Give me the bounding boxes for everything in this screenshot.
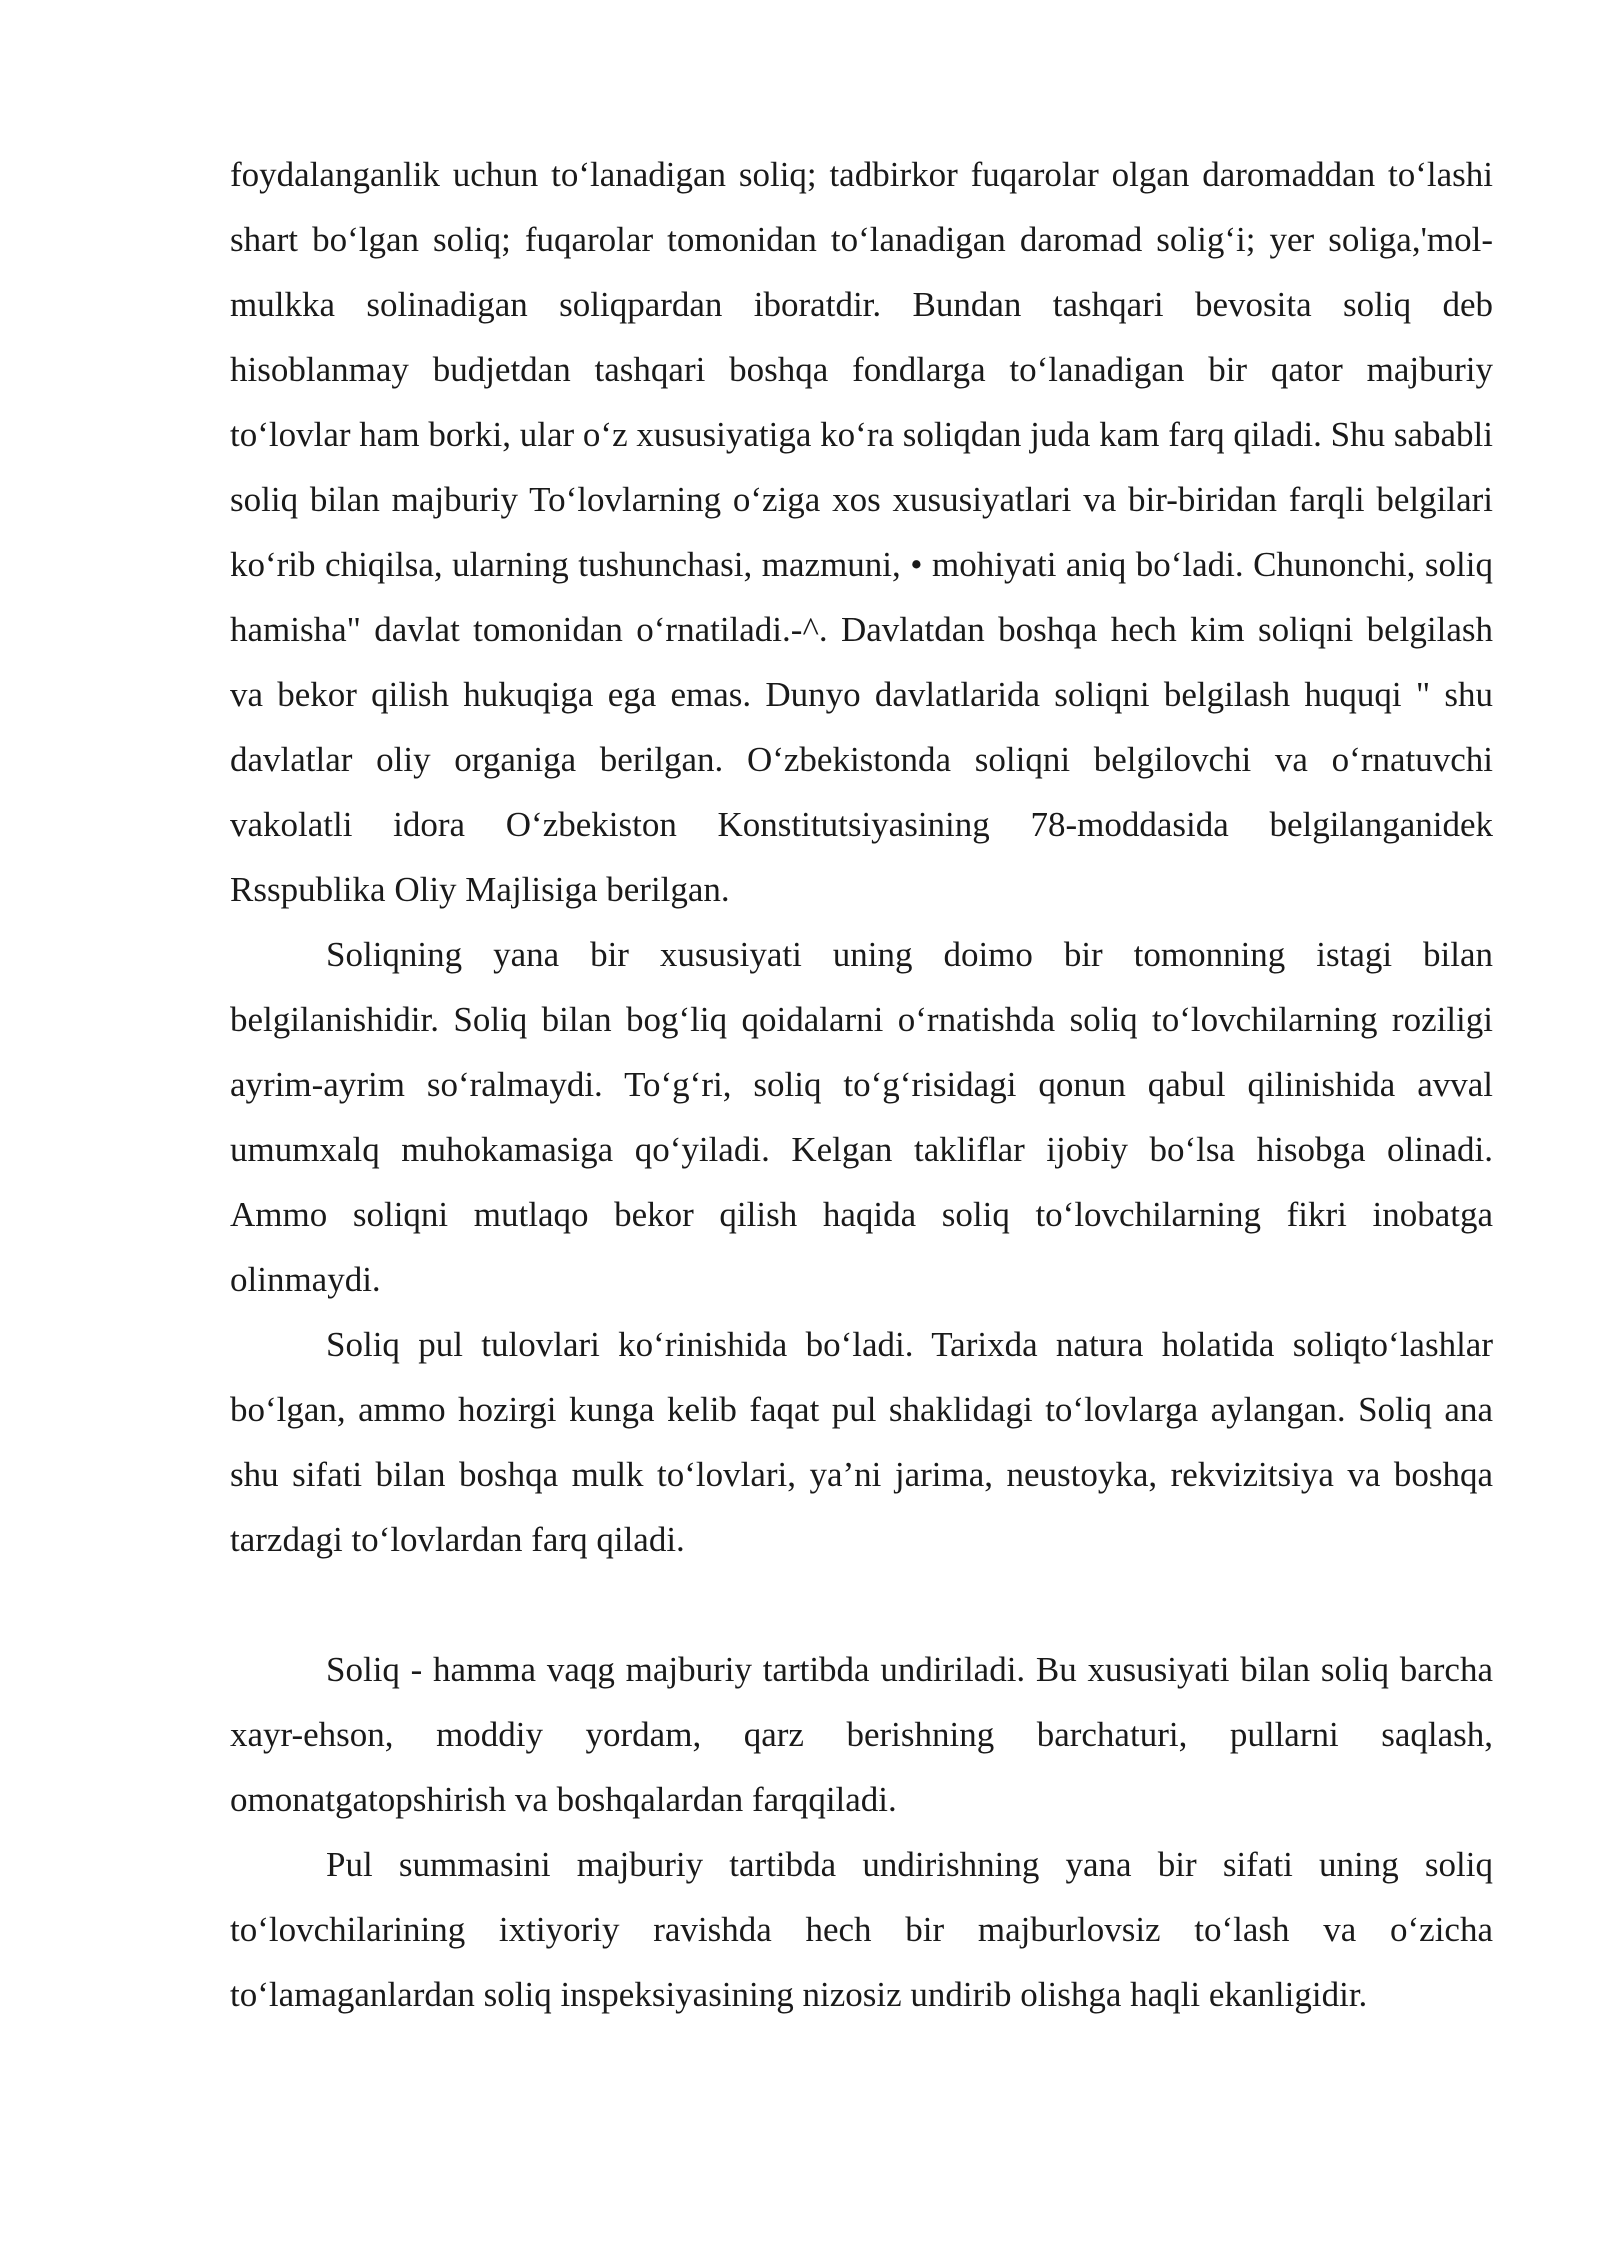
paragraph-1: foydalanganlik uchun to‘lanadigan soliq; tadbirkor fuqarolar olgan daromaddan to‘lashi shart bo‘lgan soliq; fuqarolar tomonidan to‘lanadigan daromad solig‘i; yer soliga,'mol-mulkka solinadigan soliqpardan iboratdir. Bundan tashqari bevosita soliq deb hisoblanmay budjetdan tashqari boshqa fondlarga to‘lanadigan bir qator majburiy to‘lovlar ham borki, ular o‘z xususiyatiga ko‘ra soliqdan juda kam farq qiladi. Shu sababli soliq bilan majburiy To‘lovlarning o‘ziga xos xususiyatlari va bir-biridan farqli belgilari ko‘rib chiqilsa, ularning tushunchasi, mazmuni, • mohiyati aniq bo‘ladi. Chunonchi, soliq hamisha" davlat tomonidan o‘rnatiladi.-^. Davlatdan boshqa hech kim soliqni belgilash va bekor qilish hukuqiga ega emas. Dunyo davlatlarida soliqni belgilash huquqi " shu davlatlar oliy organiga berilgan. O‘zbekistonda soliqni belgilovchi va o‘rnatuvchi vakolatli idora O‘zbekiston Konstitutsiyasining 78-moddasida belgilanganidek Rsspublika Oliy Majlisiga berilgan. — [230, 155, 1493, 909]
paragraph-3: Soliq pul tulovlari ko‘rinishida bo‘ladi. Tarixda natura holatida soliqto‘lashlar bo‘lgan, ammo hozirgi kunga kelib faqat pul shaklidagi to‘lovlarga aylangan. Soliq ana shu sifati bilan boshqa mulk to‘lovlari, ya’ni jarima, neustoyka, rekvizitsiya va boshqa tarzdagi to‘lovlardan farq qiladi. — [230, 1325, 1493, 1559]
paragraph-4: Soliq - hamma vaqg majburiy tartibda undiriladi. Bu xususiyati bilan soliq barcha xayr-ehson, moddiy yordam, qarz berishning barchaturi, pullarni saqlash, omonatgatopshirish va boshqalardan farqqiladi. — [230, 1650, 1493, 1819]
paragraph-5: Pul summasini majburiy tartibda undirishning yana bir sifati uning soliq to‘lovchilarining ixtiyoriy ravishda hech bir majburlovsiz to‘lash va o‘zicha to‘lamaganlardan soliq inspeksiyasining nizosiz undirib olishga haqli ekanligidir. — [230, 1845, 1493, 2014]
paragraph-2: Soliqning yana bir xususiyati uning doimo bir tomonning istagi bilan belgilanishidir. Soliq bilan bog‘liq qoidalarni o‘rnatishda soliq to‘lovchilarning roziligi ayrim-ayrim so‘ralmaydi. To‘g‘ri, soliq to‘g‘risidagi qonun qabul qilinishida avval umumxalq muhokamasiga qo‘yiladi. Kelgan takliflar ijobiy bo‘lsa hisobga olinadi. Ammo soliqni mutlaqo bekor qilish haqida soliq to‘lovchilarning fikri inobatga olinmaydi. — [230, 935, 1493, 1299]
document-page — [230, 142, 1493, 2027]
paragraph-spacer — [230, 1572, 1493, 1637]
